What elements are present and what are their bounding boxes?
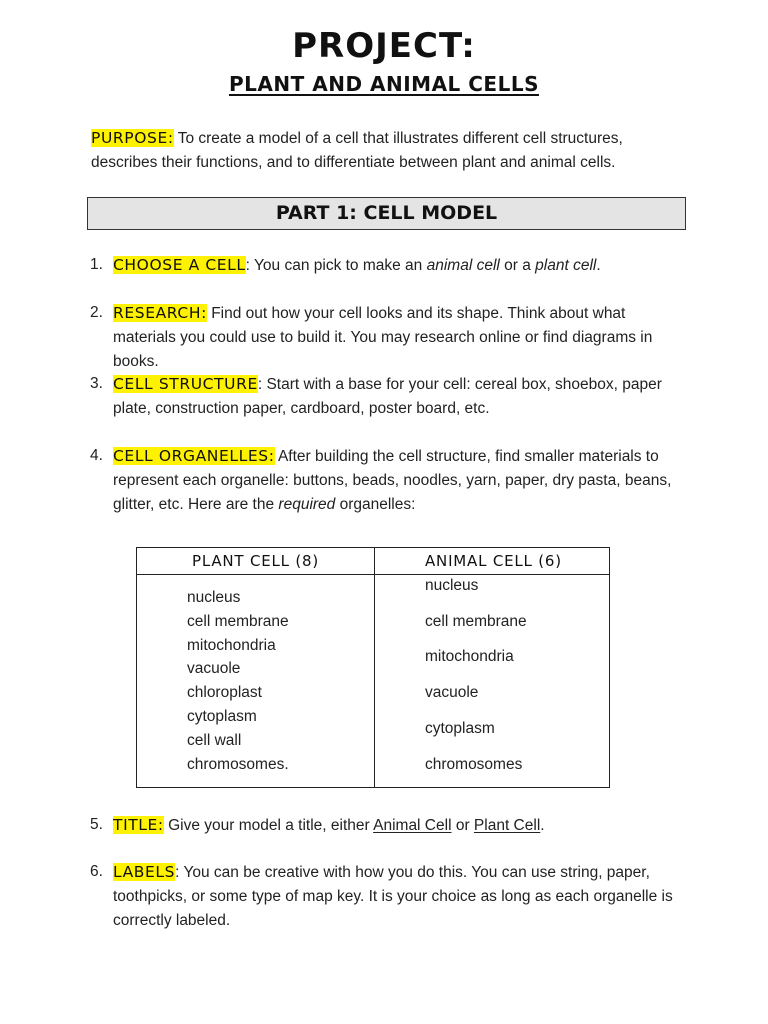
- purpose-paragraph: [91, 126, 691, 175]
- step-text: : Start with a base for your cell: cereal box, shoebox, paper plate, construction paper, cardboard, poster board, etc.: [113, 376, 662, 417]
- step-emphasis: plant cell: [535, 257, 597, 274]
- purpose-label: PURPOSE:: [91, 129, 174, 147]
- plant-organelle-item: cytoplasm: [187, 707, 257, 725]
- step-1: [90, 253, 690, 278]
- animal-organelle-item: cytoplasm: [425, 720, 495, 737]
- step-underlined: Animal Cell: [373, 817, 452, 834]
- step-number: 1.: [90, 256, 103, 273]
- animal-organelle-item: nucleus: [425, 577, 479, 594]
- step-label: CELL STRUCTURE: [113, 375, 258, 393]
- page-title: PROJECT:: [292, 26, 476, 66]
- step-text: Find out how your cell looks and its shape. Think about what materials you could use to build it. You may research online or find diagrams in books.: [113, 305, 653, 370]
- step-text: Give your model a title, either: [163, 817, 374, 834]
- step-number: 4.: [90, 447, 103, 464]
- animal-organelle-item: chromosomes: [425, 756, 523, 773]
- animal-organelle-item: vacuole: [425, 684, 479, 701]
- step-text: organelles:: [335, 496, 416, 513]
- plant-cell-header: PLANT CELL (8): [192, 552, 320, 570]
- plant-organelle-item: chloroplast: [187, 684, 262, 702]
- plant-organelle-list: [187, 586, 289, 776]
- step-5: [90, 813, 690, 838]
- step-body: [113, 444, 690, 517]
- step-6: [90, 860, 690, 933]
- step-text: .: [540, 817, 545, 834]
- step-body: [113, 301, 690, 374]
- step-2: [90, 301, 690, 374]
- plant-organelle-item: cell wall: [187, 731, 242, 749]
- step-number: 2.: [90, 304, 103, 321]
- purpose-text: To create a model of a cell that illustrates different cell structures, describes their functions, and to differentiate between plant and animal cells.: [91, 130, 623, 171]
- table-column-divider: [374, 548, 375, 787]
- step-text: : You can be creative with how you do this. You can use string, paper, toothpicks, or some type of map key. It is your choice as long as each organelle is correctly labeled.: [113, 864, 673, 929]
- plant-organelle-item: mitochondria: [187, 636, 276, 654]
- step-text: After building the cell structure, find smaller materials to represent each organelle: buttons, beads, noodles, yarn, paper, dry pasta, beans, glitter, etc. Here are the: [113, 448, 672, 513]
- step-4: [90, 444, 690, 517]
- step-text: .: [596, 257, 601, 274]
- page-subtitle: [0, 72, 768, 96]
- plant-organelle-item: vacuole: [187, 660, 241, 678]
- step-number: 5.: [90, 816, 103, 833]
- animal-organelle-item: cell membrane: [425, 613, 527, 630]
- plant-organelle-item: chromosomes.: [187, 755, 289, 773]
- part1-heading: PART 1: CELL MODEL: [87, 197, 686, 230]
- page-subtitle-text: PLANT AND ANIMAL CELLS: [229, 72, 539, 96]
- step-emphasis: required: [278, 496, 336, 513]
- step-body: [113, 372, 690, 421]
- step-text: or: [451, 817, 474, 834]
- step-label: LABELS: [113, 863, 176, 881]
- step-label: CELL ORGANELLES:: [113, 447, 275, 465]
- step-number: 6.: [90, 863, 103, 880]
- step-underlined: Plant Cell: [473, 817, 541, 834]
- step-body: [113, 253, 690, 278]
- plant-organelle-item: nucleus: [187, 589, 241, 606]
- step-text: or a: [499, 257, 536, 274]
- organelles-table: [136, 547, 610, 788]
- step-emphasis: animal cell: [426, 257, 500, 274]
- step-body: [113, 813, 690, 838]
- plant-organelle-item: cell membrane: [187, 612, 289, 630]
- step-number: 3.: [90, 375, 103, 392]
- step-label: CHOOSE A CELL: [113, 256, 246, 274]
- animal-cell-header: ANIMAL CELL (6): [425, 552, 562, 570]
- step-text: : You can pick to make an: [245, 257, 427, 274]
- step-label: RESEARCH:: [113, 304, 207, 322]
- animal-organelle-item: mitochondria: [425, 648, 514, 665]
- step-label: TITLE:: [113, 816, 164, 834]
- table-header-divider: [137, 574, 609, 575]
- step-body: [113, 860, 690, 933]
- step-3: [90, 372, 690, 421]
